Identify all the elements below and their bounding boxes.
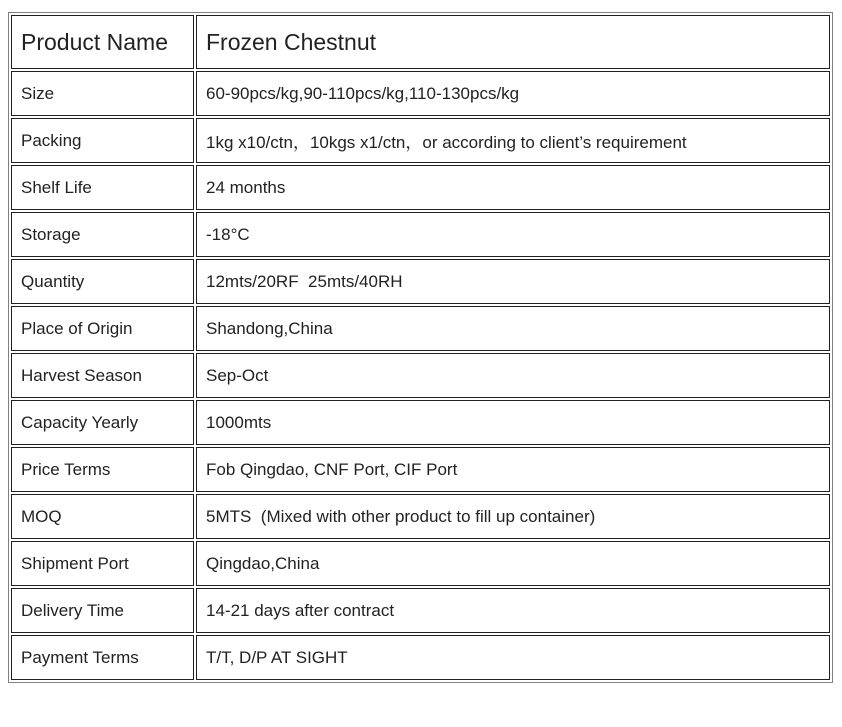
row-value-cell: 1000mts <box>196 400 830 445</box>
table-row <box>11 635 830 680</box>
row-value-cell: 12mts/20RF 25mts/40RH <box>196 259 830 304</box>
table-row <box>11 165 830 210</box>
row-label-cell: Capacity Yearly <box>11 400 194 445</box>
row-label-cell: Price Terms <box>11 447 194 492</box>
table-row <box>11 118 830 163</box>
row-label-cell: Storage <box>11 212 194 257</box>
table-row <box>11 588 830 633</box>
row-value-cell: 60-90pcs/kg,90-110pcs/kg,110-130pcs/kg <box>196 71 830 116</box>
row-value-cell: 1kg x10/ctn，10kgs x1/ctn，or according to client’s requirement <box>196 118 830 163</box>
row-value-cell: Shandong,China <box>196 306 830 351</box>
table-row <box>11 400 830 445</box>
row-value-cell: 24 months <box>196 165 830 210</box>
row-label-cell: Harvest Season <box>11 353 194 398</box>
row-label-cell: MOQ <box>11 494 194 539</box>
row-value-cell: Sep-Oct <box>196 353 830 398</box>
row-label-cell: Packing <box>11 118 194 163</box>
row-label-cell: Shelf Life <box>11 165 194 210</box>
row-value-cell: 5MTS (Mixed with other product to fill up container) <box>196 494 830 539</box>
header-value-cell: Frozen Chestnut <box>196 15 830 69</box>
product-spec-table <box>8 12 833 683</box>
table-row <box>11 494 830 539</box>
row-label-cell: Place of Origin <box>11 306 194 351</box>
row-label-cell: Shipment Port <box>11 541 194 586</box>
row-value-cell: -18°C <box>196 212 830 257</box>
table-row <box>11 306 830 351</box>
table-row <box>11 447 830 492</box>
row-label-cell: Payment Terms <box>11 635 194 680</box>
row-label-cell: Size <box>11 71 194 116</box>
row-value-cell: T/T, D/P AT SIGHT <box>196 635 830 680</box>
row-label-cell: Delivery Time <box>11 588 194 633</box>
table-row <box>11 259 830 304</box>
table-header-row <box>11 15 830 69</box>
row-value-cell: Qingdao,China <box>196 541 830 586</box>
row-label-cell: Quantity <box>11 259 194 304</box>
row-value-cell: 14-21 days after contract <box>196 588 830 633</box>
table-row <box>11 71 830 116</box>
table-row <box>11 353 830 398</box>
header-label-cell: Product Name <box>11 15 194 69</box>
table-row <box>11 212 830 257</box>
spec-table-body <box>11 15 830 680</box>
row-value-cell: Fob Qingdao, CNF Port, CIF Port <box>196 447 830 492</box>
table-row <box>11 541 830 586</box>
